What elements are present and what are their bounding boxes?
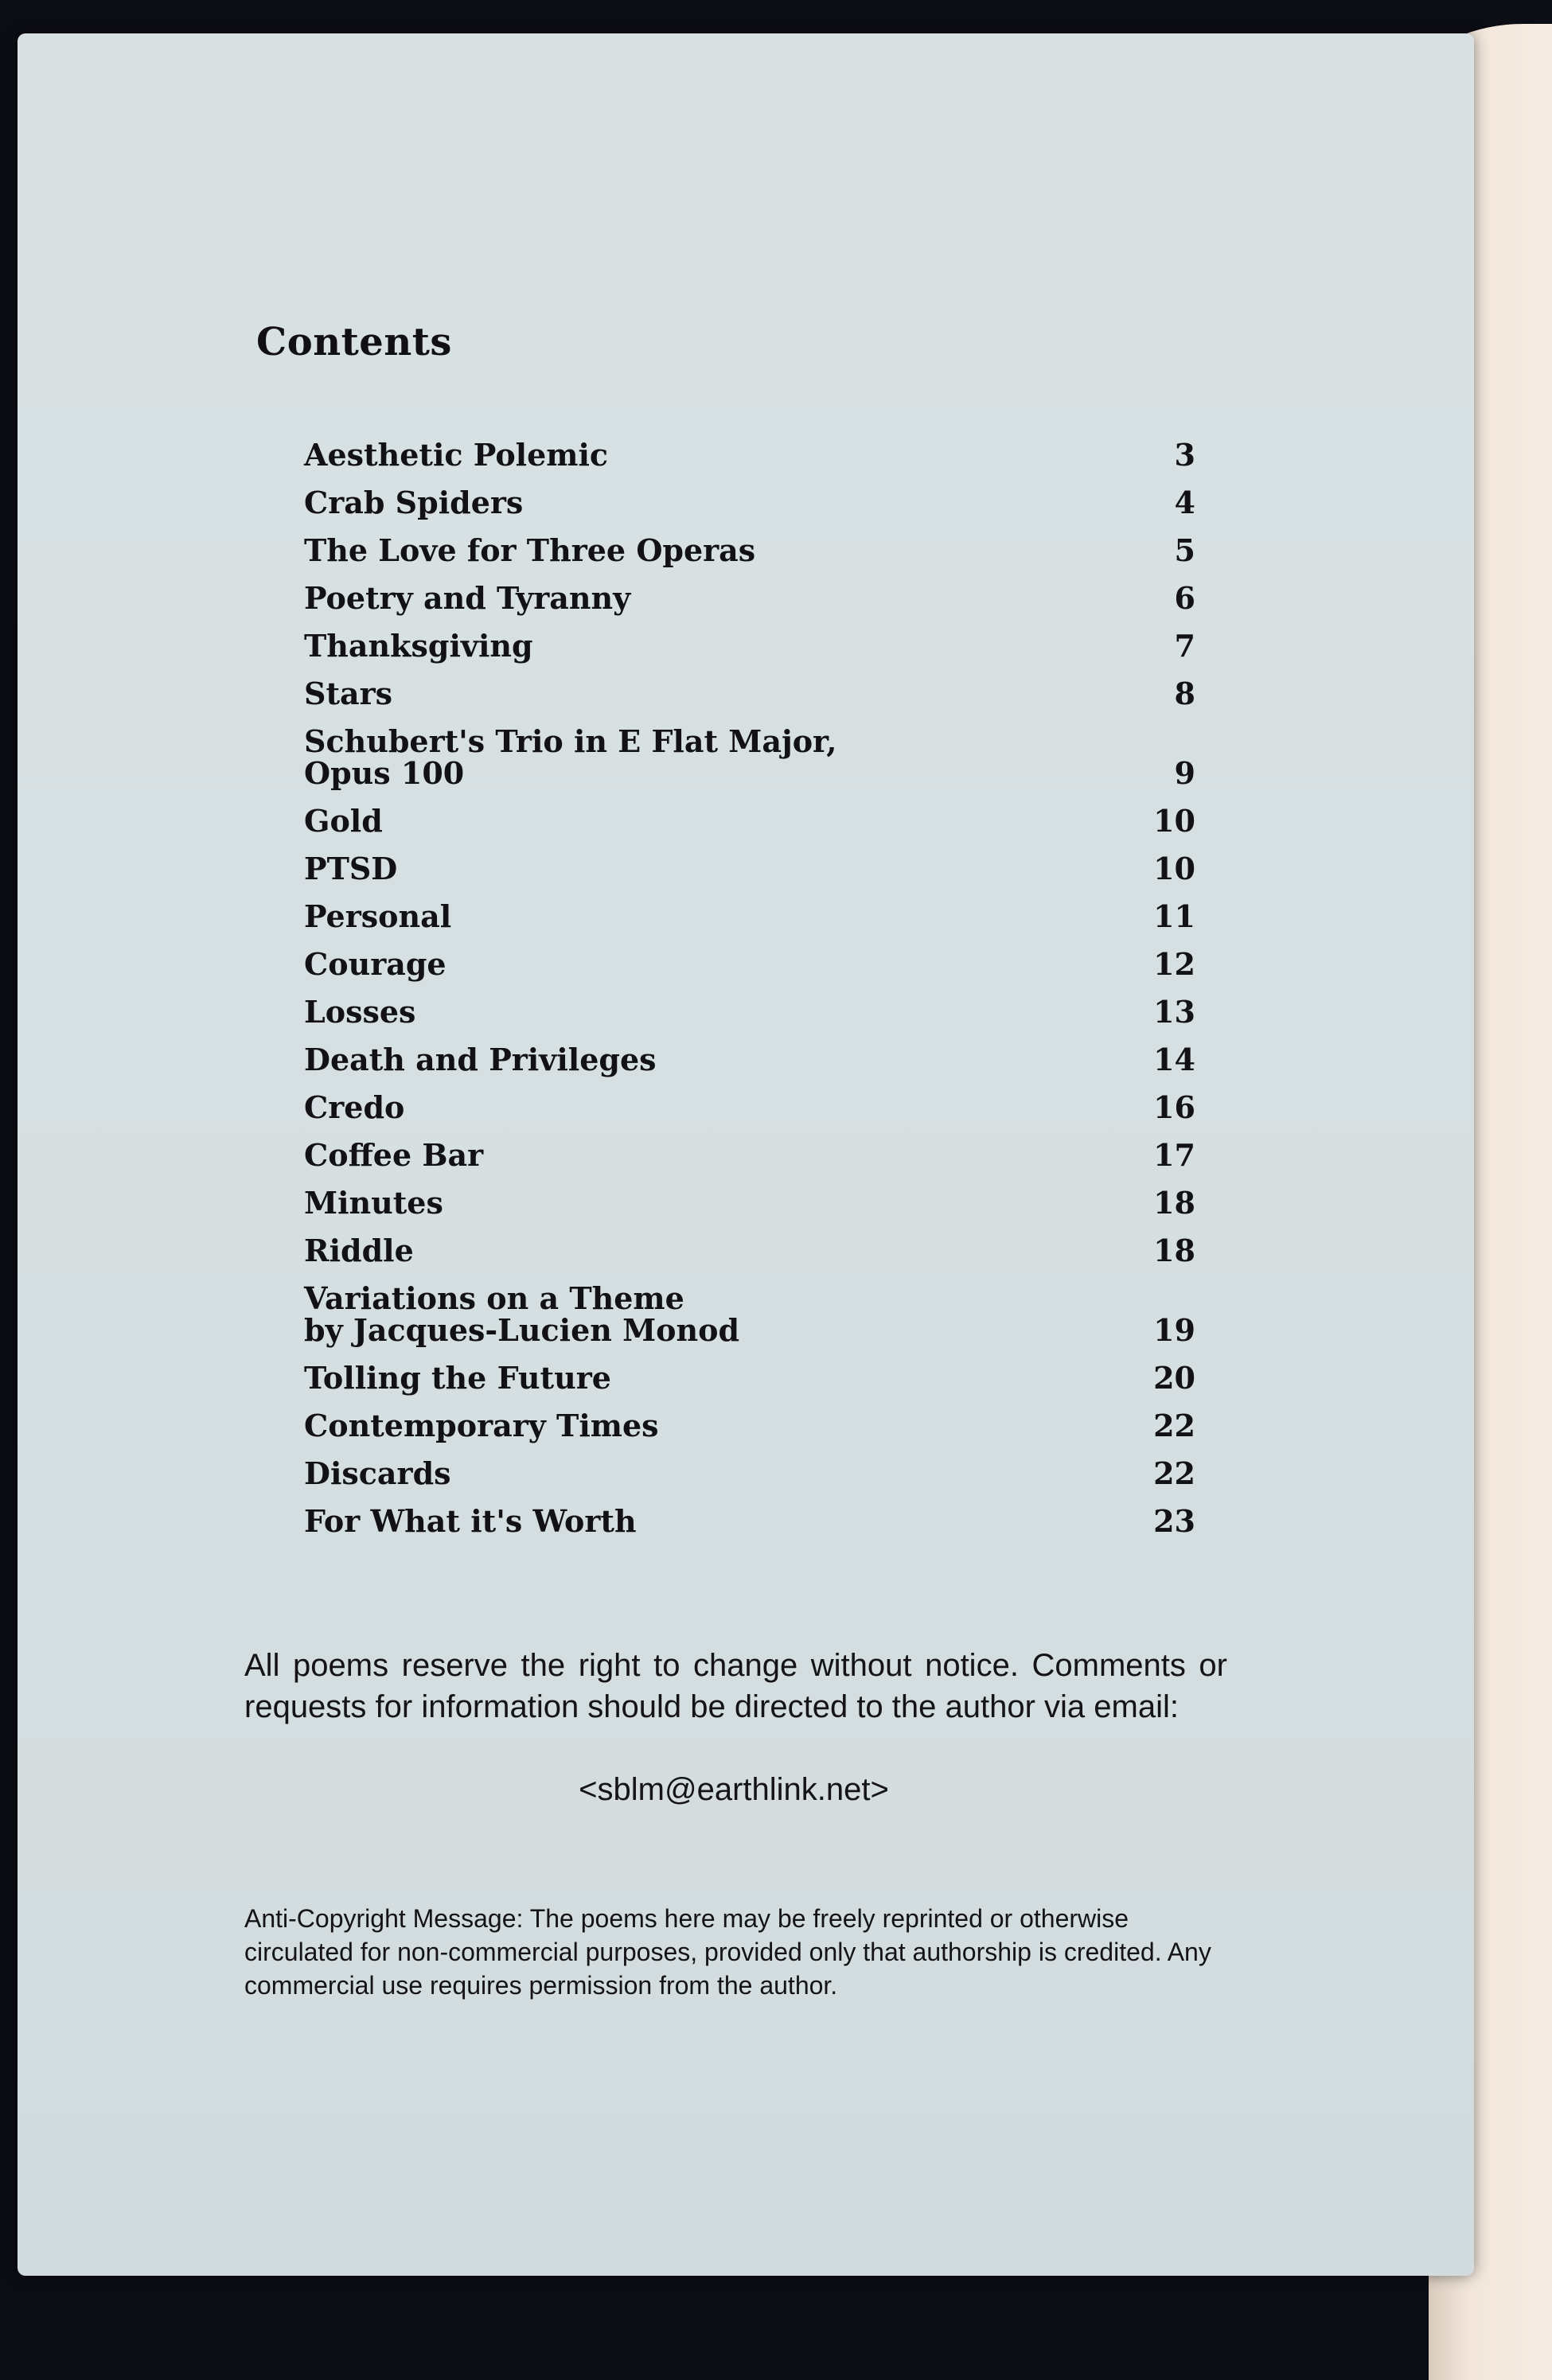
toc-entry-page-number: 13 [1153,994,1195,1030]
toc-entry-title: Poetry and Tyranny [304,580,631,616]
toc-entry [304,575,1195,622]
toc-entry [304,845,1195,893]
toc-entry-page-number: 14 [1153,1042,1195,1077]
toc-entry [304,988,1195,1036]
toc-entry-title: Death and Privileges [304,1042,657,1077]
table-of-contents [304,431,1195,1545]
toc-entry [304,797,1195,845]
toc-entry-title: Riddle [304,1233,414,1268]
toc-entry [304,941,1195,988]
toc-entry-page-number: 11 [1153,898,1195,934]
toc-entry [304,1132,1195,1179]
toc-entry-title: Gold [304,803,383,839]
toc-entry-page-number: 20 [1153,1360,1195,1396]
toc-entry-page-number: 7 [1174,628,1195,664]
toc-entry-page-number: 6 [1174,580,1195,616]
toc-entry-title: Discards [304,1455,451,1491]
author-email: <sblm@earthlink.net> [579,1772,889,1807]
toc-entry-title: Aesthetic Polemic [304,437,609,473]
toc-entry-title: Coffee Bar [304,1137,484,1173]
toc-entry-page-number: 16 [1153,1089,1195,1125]
toc-entry [304,670,1195,718]
toc-entry [304,1084,1195,1132]
toc-entry-title: For What it's Worth [304,1503,637,1539]
toc-entry-title: Tolling the Future [304,1360,611,1396]
toc-entry [304,1275,1195,1354]
toc-entry [304,718,1195,797]
toc-entry-title: Credo [304,1089,405,1125]
toc-entry [304,1036,1195,1084]
toc-entry [304,527,1195,575]
toc-entry-title: Stars [304,676,393,711]
toc-entry [304,1179,1195,1227]
toc-entry-page-number: 23 [1153,1503,1195,1539]
toc-entry [304,622,1195,670]
toc-entry-title: Courage [304,946,446,982]
toc-entry [304,1498,1195,1545]
toc-entry [304,1402,1195,1450]
toc-entry [304,1227,1195,1275]
toc-entry-title: PTSD [304,851,398,886]
toc-entry-page-number: 4 [1174,485,1195,520]
toc-entry-page-number: 10 [1153,803,1195,839]
notice-text: All poems reserve the right to change without notice. Comments or requests for information should be directed to the author via email: [244,1648,1227,1724]
booklet-page [18,33,1474,2276]
toc-entry-page-number: 19 [1153,1312,1195,1348]
toc-entry [304,893,1195,941]
toc-entry-title: Variations on a Theme by Jacques-Lucien Monod [304,1280,740,1348]
toc-entry-page-number: 10 [1153,851,1195,886]
toc-entry-page-number: 8 [1174,676,1195,711]
toc-entry-title: Personal [304,898,452,934]
toc-entry-page-number: 22 [1153,1408,1195,1443]
anti-copyright-message: Anti-Copyright Message: The poems here may be freely reprinted or otherwise circulated for non-commercial purposes, provided only that authorship is credited. Any commercial use requires permission from the author. [244,1904,1211,2000]
toc-entry-page-number: 12 [1153,946,1195,982]
toc-entry [304,479,1195,527]
toc-entry-title: Contemporary Times [304,1408,659,1443]
toc-entry-title: Losses [304,994,416,1030]
contents-heading: Contents [256,320,452,364]
toc-entry-page-number: 3 [1174,437,1195,473]
toc-entry [304,1450,1195,1498]
toc-entry [304,431,1195,479]
toc-entry-page-number: 5 [1174,532,1195,568]
toc-entry-title: Minutes [304,1185,443,1221]
toc-entry-page-number: 17 [1153,1137,1195,1173]
toc-entry [304,1354,1195,1402]
toc-entry-page-number: 18 [1153,1185,1195,1221]
toc-entry-page-number: 18 [1153,1233,1195,1268]
toc-entry-title: Schubert's Trio in E Flat Major, Opus 100 [304,723,837,791]
toc-entry-title: Thanksgiving [304,628,533,664]
toc-entry-page-number: 22 [1153,1455,1195,1491]
toc-entry-title: Crab Spiders [304,485,524,520]
toc-entry-title: The Love for Three Operas [304,532,756,568]
toc-entry-page-number: 9 [1174,755,1195,791]
